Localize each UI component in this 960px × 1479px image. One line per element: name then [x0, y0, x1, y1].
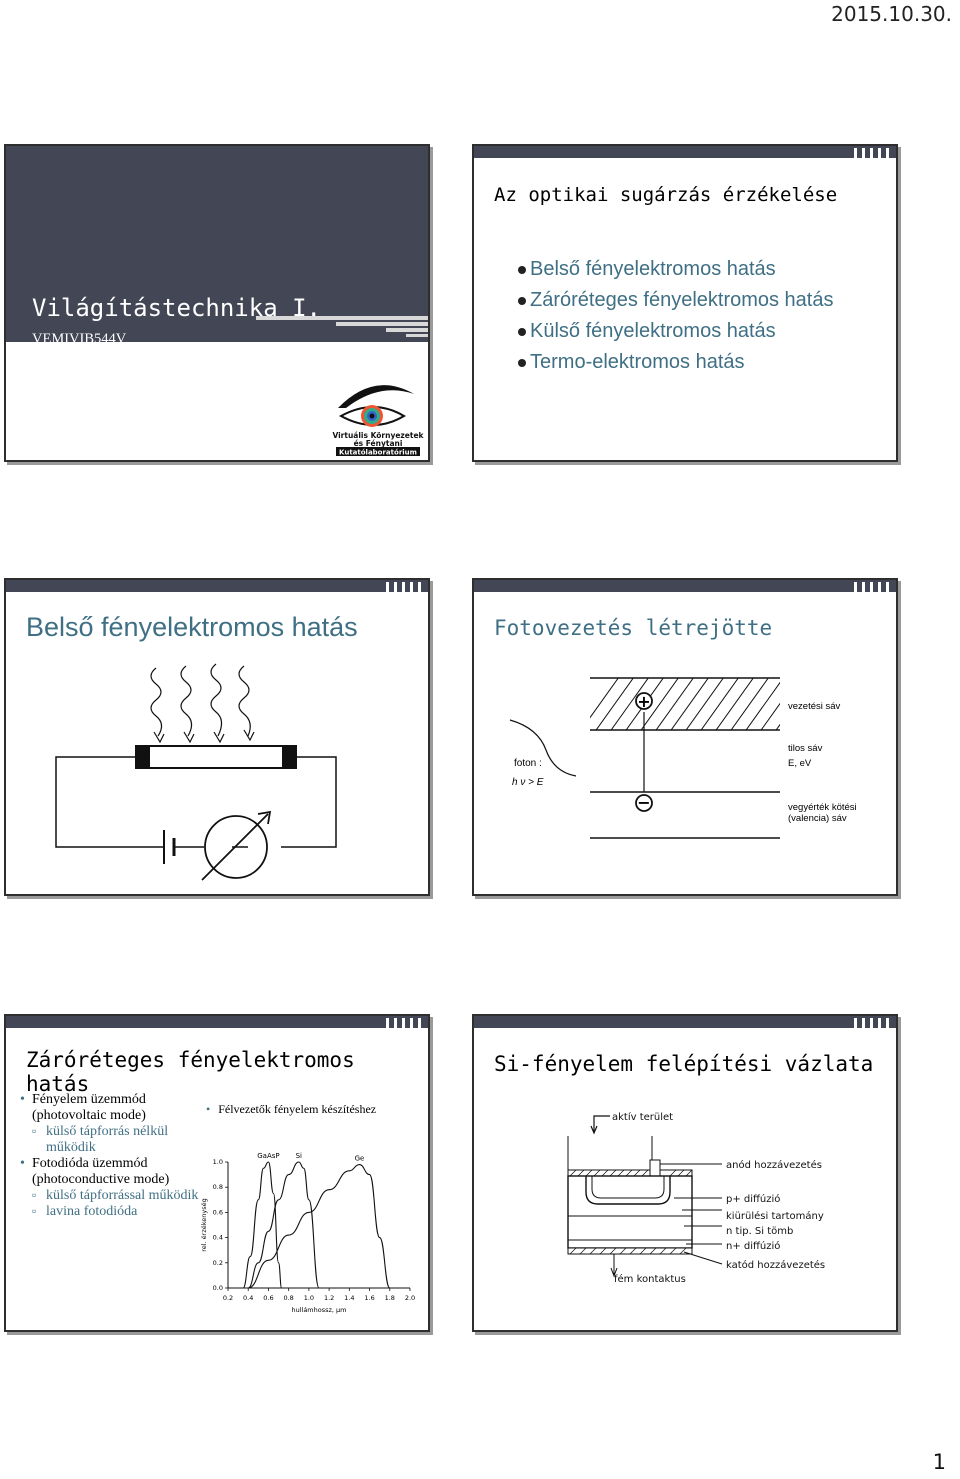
- x-tick-label: 1.4: [344, 1294, 355, 1302]
- course-topic: Méréstechnika, műszerek: [32, 349, 181, 365]
- valence-band-label-2: (valencia) sáv: [788, 813, 847, 824]
- slide-title: Fotovezetés létrejötte: [494, 616, 773, 640]
- top-decoration: [474, 146, 896, 164]
- slide-title-page: [4, 144, 430, 462]
- course-code: VEMIVIB544V: [32, 331, 127, 347]
- cathode-lead-label: katód hozzávezetés: [726, 1260, 826, 1271]
- x-tick-label: 2.0: [404, 1294, 416, 1302]
- list-item: Külső fényelektromos hatás: [518, 316, 834, 347]
- circuit-wires: [56, 757, 336, 847]
- x-axis-label: hullámhossz, μm: [291, 1306, 347, 1314]
- series-label-gaasp: GaAsP: [257, 1152, 280, 1160]
- list-item: Belső fényelektromos hatás: [518, 254, 834, 285]
- list-item: • Fényelem üzemmód (photovoltaic mode): [20, 1092, 200, 1124]
- slide-si-cell-structure: [472, 1014, 898, 1332]
- presentation-title: Világítástechnika I.: [32, 294, 321, 322]
- metal-contact-label: fém kontaktus: [614, 1274, 686, 1285]
- ammeter-icon: [202, 812, 270, 880]
- y-tick-label: 1.0: [212, 1158, 223, 1166]
- logo-line-1: Virtuális Környezetek: [332, 431, 424, 440]
- si-cell-cross-section: [474, 1016, 898, 1332]
- y-tick-label: 0.6: [212, 1208, 223, 1217]
- list-item: ▫ külső tápforrás nélkül működik: [20, 1124, 200, 1156]
- light-rays-icon: [151, 664, 254, 742]
- spectral-sensitivity-chart: [6, 1016, 430, 1332]
- slide-title: Belső fényelektromos hatás: [26, 612, 358, 642]
- series-line-si: [248, 1162, 319, 1288]
- list-item: Záróréteges fényelektromos hatás: [518, 285, 834, 316]
- logo-line-3: Kutatólaboratórium: [339, 448, 417, 457]
- forbidden-band-label: tilos sáv: [788, 743, 823, 754]
- list-item: • Fotodióda üzemmód (photoconductive mode): [20, 1156, 200, 1188]
- slide-sensing-overview: [472, 144, 898, 462]
- page-number: 1: [932, 1450, 946, 1474]
- series-label-ge: Ge: [354, 1154, 365, 1163]
- x-tick-label: 0.2: [222, 1294, 234, 1302]
- list-item: ▫ lavina fotodióda: [20, 1204, 200, 1220]
- series-line-gaasp: [243, 1162, 281, 1288]
- list-item: Termo-elektromos hatás: [518, 347, 834, 378]
- electron-minus: −: [637, 793, 651, 812]
- energy-label: E, eV: [788, 758, 812, 769]
- x-tick-label: 1.6: [364, 1294, 375, 1302]
- battery-icon: [164, 830, 174, 864]
- x-tick-label: 0.8: [283, 1294, 294, 1302]
- slide-junction-photoeffect: [4, 1014, 430, 1332]
- band-diagram: [474, 580, 898, 896]
- y-tick-label: 0.8: [212, 1183, 223, 1192]
- print-date: 2015.10.30.: [831, 2, 952, 26]
- slide-internal-photoeffect: [4, 578, 430, 896]
- x-tick-label: 1.2: [323, 1294, 335, 1302]
- lab-logo: [6, 146, 430, 462]
- y-axis-label: rel. érzékenység: [200, 1198, 208, 1252]
- slide-title: Záróréteges fényelektromos hatás: [26, 1048, 355, 1096]
- active-area-label: aktív terület: [612, 1112, 674, 1123]
- photon-label: foton :: [514, 758, 542, 769]
- slide-photoconduction: [472, 578, 898, 896]
- x-tick-label: 1.0: [303, 1294, 315, 1302]
- n-diffusion-label: n+ diffúzió: [726, 1241, 781, 1252]
- x-tick-label: 0.4: [243, 1294, 254, 1302]
- slide-title: Az optikai sugárzás érzékelése: [494, 184, 838, 206]
- x-tick-label: 1.8: [384, 1294, 395, 1302]
- logo-line-2: és Fénytani: [353, 439, 403, 448]
- x-tick-label: 0.6: [263, 1294, 274, 1302]
- series-label-si: Si: [295, 1152, 302, 1160]
- conduction-band-label: vezetési sáv: [788, 701, 841, 712]
- presentation-date: 2015. október 29.: [32, 367, 135, 383]
- y-tick-label: 0.2: [212, 1258, 223, 1267]
- anode-lead-label: anód hozzávezetés: [726, 1160, 822, 1171]
- photoresistor-circuit-diagram: [6, 580, 430, 896]
- effect-list: [518, 254, 834, 378]
- y-tick-label: 0.0: [212, 1284, 223, 1292]
- photoresistor: [136, 746, 296, 768]
- series-line-ge: [248, 1165, 390, 1288]
- slide-title: Si-fényelem felépítési vázlata: [494, 1052, 874, 1076]
- n-type-si-label: n tip. Si tömb: [726, 1226, 794, 1237]
- depletion-region-label: kiürülési tartomány: [726, 1211, 824, 1222]
- p-diffusion-label: p+ diffúzió: [726, 1194, 781, 1205]
- y-tick-label: 0.4: [212, 1233, 223, 1242]
- electron-plus: +: [637, 692, 651, 711]
- photon-energy: h ν > E: [512, 777, 544, 788]
- valence-band-label-1: vegyérték kötési: [788, 802, 857, 813]
- chart-caption: • Félvezetők fényelem készítéshez: [206, 1102, 376, 1117]
- list-item: ▫ külső tápforrással működik: [20, 1188, 200, 1204]
